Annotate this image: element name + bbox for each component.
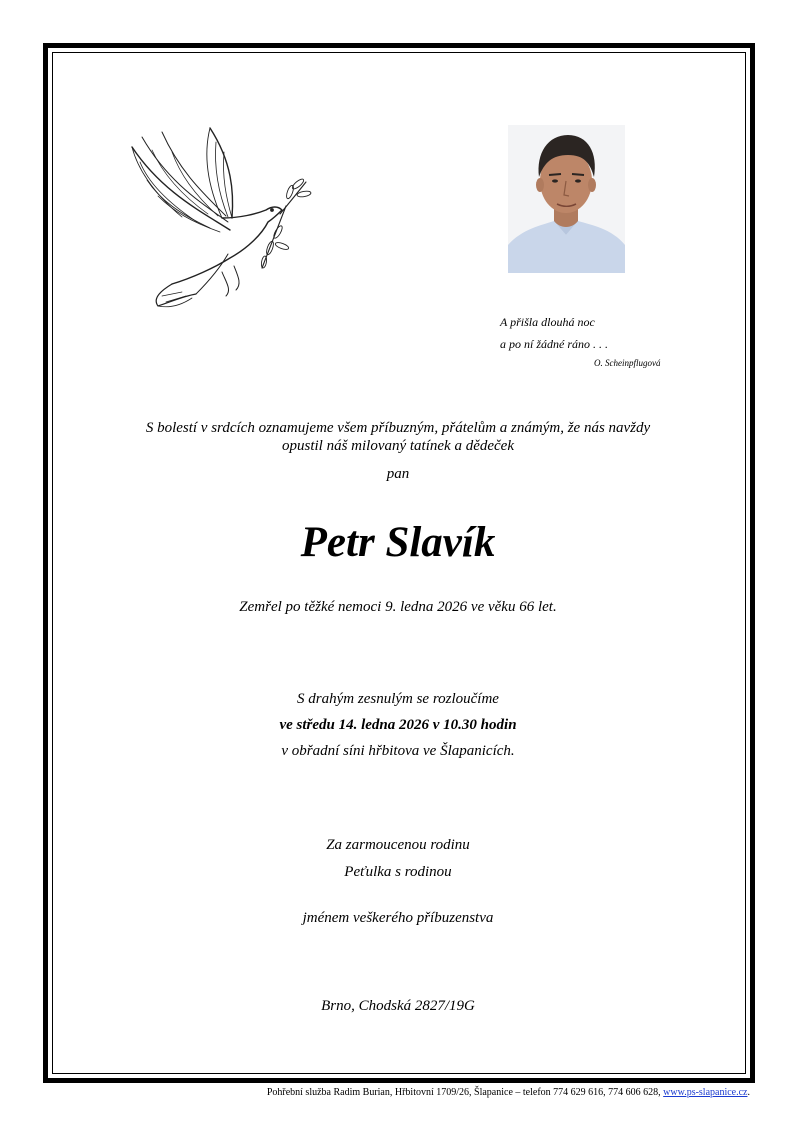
farewell-line: S drahým zesnulým se rozloučíme: [297, 691, 499, 707]
dove-with-olive-branch-icon: [122, 122, 312, 314]
footer: [267, 1087, 750, 1098]
footer-end: .: [747, 1087, 750, 1098]
quote-line-1: A přišla dlouhá noc: [500, 315, 595, 329]
intro-line-2: opustil náš milovaný tatínek a dědeček: [281, 438, 515, 454]
quote: [500, 311, 608, 355]
farewell-datetime: ve středu 14. ledna 2026 v 10.30 hodin: [279, 717, 517, 733]
family-line-2: Peťulka s rodinou: [344, 864, 452, 880]
address: Brno, Chodská 2827/19G: [321, 998, 475, 1014]
quote-line-2: a po ní žádné ráno . . .: [500, 337, 608, 351]
footer-text: Pohřební služba Radim Burian, Hřbitovní 1709/26, Šlapanice – telefon 774 629 616, 774 606 628,: [266, 1087, 664, 1098]
family-line-1: Za zarmoucenou rodinu: [326, 837, 470, 853]
deceased-name: Petr Slavík: [300, 519, 496, 566]
announcement-intro: [52, 419, 744, 455]
portrait-photo: [508, 125, 625, 273]
footer-website-link[interactable]: www.ps-slapanice.cz: [663, 1087, 748, 1098]
farewell-place: v obřadní síni hřbitova ve Šlapanicích.: [281, 743, 515, 759]
relatives-line: jménem veškerého příbuzenstva: [302, 910, 494, 926]
title-pan: pan: [386, 466, 410, 482]
farewell-info: [52, 686, 744, 764]
death-info: Zemřel po těžké nemoci 9. ledna 2026 ve věku 66 let.: [239, 599, 557, 615]
quote-author: O. Scheinpflugová: [594, 358, 661, 368]
intro-line-1: S bolestí v srdcích oznamujeme všem příbuzným, přátelům a známým, že nás navždy: [145, 420, 651, 436]
family-signature: [52, 832, 744, 886]
